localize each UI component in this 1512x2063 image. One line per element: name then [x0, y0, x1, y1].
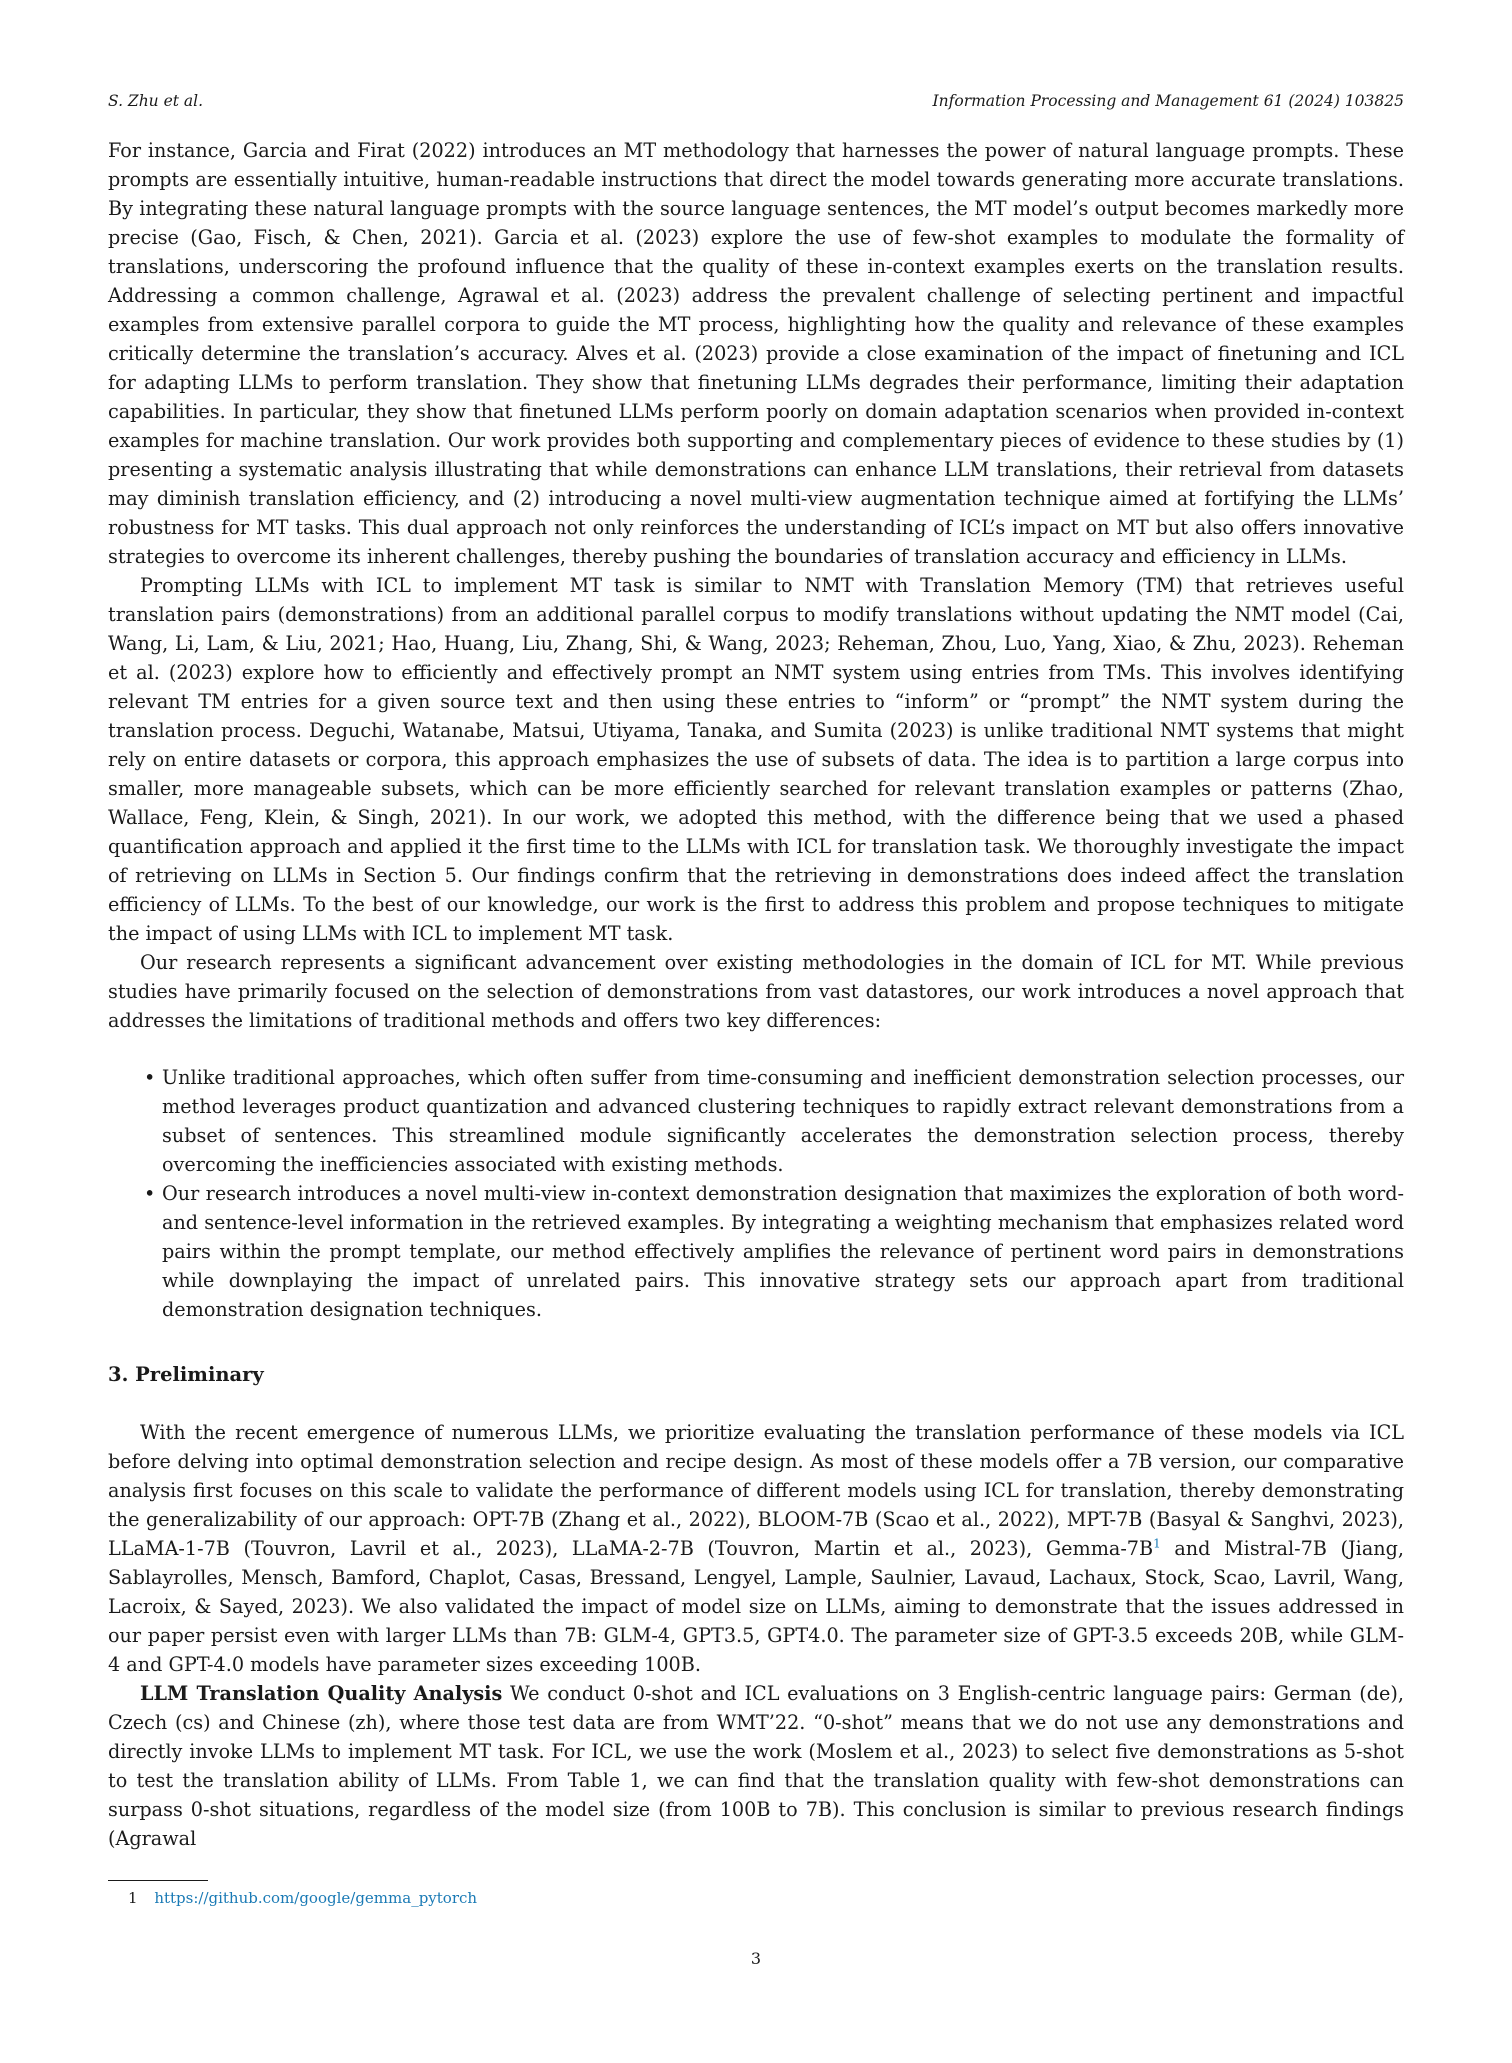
section-paragraph-2-text: We conduct 0-shot and ICL evaluations on 3 English-centric language pairs: German (de), Czech (cs) and Chinese (zh), where those test data are from WMT’22. “0-shot” means that we do not use any demonstrations and directly invoke LLMs to implement MT task. For ICL, we use the work (Moslem et al., 2023) to select five demonstrations as 5-shot to test the translation ability of LLMs. From Table 1, we can find that the translation quality with few-shot demonstrations can surpass 0-shot situations, regardless of the model size (from 100B to 7B). This conclusion is similar to previous research findings (Agrawal [108, 1682, 1404, 1850]
paragraph-1: For instance, Garcia and Firat (2022) introduces an MT methodology that harnesses the power of natural language prompts. These prompts are essentially intuitive, human-readable instructions that direct the model towards generating more accurate translations. By integrating these natural language prompts with the source language sentences, the MT model’s output becomes markedly more precise (Gao, Fisch, & Chen, 2021). Garcia et al. (2023) explore the use of few-shot examples to modulate the formality of translations, underscoring the profound influence that the quality of these in-context examples exerts on the translation results. Addressing a common challenge, Agrawal et al. (2023) address the prevalent challenge of selecting pertinent and impactful examples from extensive parallel corpora to guide the MT process, highlighting how the quality and relevance of these examples critically determine the translation’s accuracy. Alves et al. (2023) provide a close examination of the impact of finetuning and ICL for adapting LLMs to perform translation. They show that finetuning LLMs degrades their performance, limiting their adaptation capabilities. In particular, they show that finetuned LLMs perform poorly on domain adaptation scenarios when provided in-context examples for machine translation. Our work provides both supporting and complementary pieces of evidence to these studies by (1) presenting a systematic analysis illustrating that while demonstrations can enhance LLM translations, their retrieval from datasets may diminish translation efficiency, and (2) introducing a novel multi-view augmentation technique aimed at fortifying the LLMs’ robustness for MT tasks. This dual approach not only reinforces the understanding of ICL’s impact on MT but also offers innovative strategies to overcome its inherent challenges, thereby pushing the boundaries of translation accuracy and efficiency in LLMs. [108, 139, 1404, 568]
footnote-number: 1 [128, 1889, 138, 1907]
bullet-icon: • [144, 1066, 156, 1089]
list-item-text: Our research introduces a novel multi-view in-context demonstration designation that maximizes the exploration of both word- and sentence-level information in the retrieved examples. By integrating a weighting mechanism that emphasizes related word pairs within the prompt template, our method effectively amplifies the relevance of pertinent word pairs in demonstrations while downplaying the impact of unrelated pairs. This innovative strategy sets our approach apart from traditional demonstration designation techniques. [162, 1182, 1404, 1321]
paragraph-3: Our research represents a significant advancement over existing methodologies in the domain of ICL for MT. While previous studies have primarily focused on the selection of demonstrations from vast datastores, our work introduces a novel approach that addresses the limitations of traditional methods and offers two key differences: [108, 951, 1404, 1032]
list-item-text: Unlike traditional approaches, which often suffer from time-consuming and inefficient demonstration selection processes, our method leverages product quantization and advanced clustering techniques to rapidly extract relevant demonstrations from a subset of sentences. This streamlined module significantly accelerates the demonstration selection process, thereby overcoming the inefficiencies associated with existing methods. [162, 1066, 1404, 1176]
bullet-icon: • [144, 1182, 156, 1205]
footnote-rule [108, 1880, 208, 1881]
running-header [108, 92, 1404, 116]
main-text [108, 136, 1404, 1853]
contribution-list [108, 1063, 1404, 1324]
section-paragraph-1-cont: and Mistral-7B (Jiang, Sablayrolles, Mensch, Bamford, Chaplot, Casas, Bressand, Lengyel, Lample, Saulnier, Lavaud, Lachaux, Stock, Scao, Lavril, Wang, Lacroix, & Sayed, 2023). We also validated the impact of model size on LLMs, aiming to demonstrate that the issues addressed in our paper persist even with larger LLMs than 7B: GLM-4, GPT3.5, GPT4.0. The parameter size of GPT-3.5 exceeds 20B, while GLM-4 and GPT-4.0 models have parameter sizes exceeding 100B. [108, 1537, 1404, 1676]
footnote-marker[interactable]: 1 [1153, 1536, 1161, 1551]
footnote [128, 1889, 477, 1907]
section-paragraph-1-text: With the recent emergence of numerous LLMs, we prioritize evaluating the translation performance of these models via ICL before delving into optimal demonstration selection and recipe design. As most of these models offer a 7B version, our comparative analysis first focuses on this scale to validate the performance of different models using ICL for translation, thereby demonstrating the generalizability of our approach: OPT-7B (Zhang et al., 2022), BLOOM-7B (Scao et al., 2022), MPT-7B (Basyal & Sanghvi, 2023), LLaMA-1-7B (Touvron, Lavril et al., 2023), LLaMA-2-7B (Touvron, Martin et al., 2023), Gemma-7B [108, 1421, 1404, 1560]
paragraph-2: Prompting LLMs with ICL to implement MT task is similar to NMT with Translation Memory (TM) that retrieves useful translation pairs (demonstrations) from an additional parallel corpus to modify translations without updating the NMT model (Cai, Wang, Li, Lam, & Liu, 2021; Hao, Huang, Liu, Zhang, Shi, & Wang, 2023; Reheman, Zhou, Luo, Yang, Xiao, & Zhu, 2023). Reheman et al. (2023) explore how to efficiently and effectively prompt an NMT system using entries from TMs. This involves identifying relevant TM entries for a given source text and then using these entries to “inform” or “prompt” the NMT system during the translation process. Deguchi, Watanabe, Matsui, Utiyama, Tanaka, and Sumita (2023) is unlike traditional NMT systems that might rely on entire datasets or corpora, this approach emphasizes the use of subsets of data. The idea is to partition a large corpus into smaller, more manageable subsets, which can be more efficiently searched for relevant translation examples or patterns (Zhao, Wallace, Feng, Klein, & Singh, 2021). In our work, we adopted this method, with the difference being that we used a phased quantification approach and applied it the first time to the LLMs with ICL for translation task. We thoroughly investigate the impact of retrieving on LLMs in Section 5. Our findings confirm that the retrieving in demonstrations does indeed affect the translation efficiency of LLMs. To the best of our knowledge, our work is the first to address this problem and propose techniques to mitigate the impact of using LLMs with ICL to implement MT task. [108, 574, 1404, 945]
footnote-link[interactable]: https://github.com/google/gemma_pytorch [154, 1889, 478, 1907]
page-number: 3 [750, 1949, 762, 1968]
section-paragraph-1 [108, 1418, 1404, 1679]
list-item [108, 1063, 1404, 1179]
header-journal: Information Processing and Management 61 (2024) 103825 [932, 92, 1404, 110]
section-paragraph-2 [108, 1679, 1404, 1853]
header-authors: S. Zhu et al. [108, 92, 204, 110]
section-heading: 3. Preliminary [108, 1363, 264, 1386]
run-in-heading: LLM Translation Quality Analysis [140, 1682, 503, 1705]
list-item [108, 1179, 1404, 1324]
